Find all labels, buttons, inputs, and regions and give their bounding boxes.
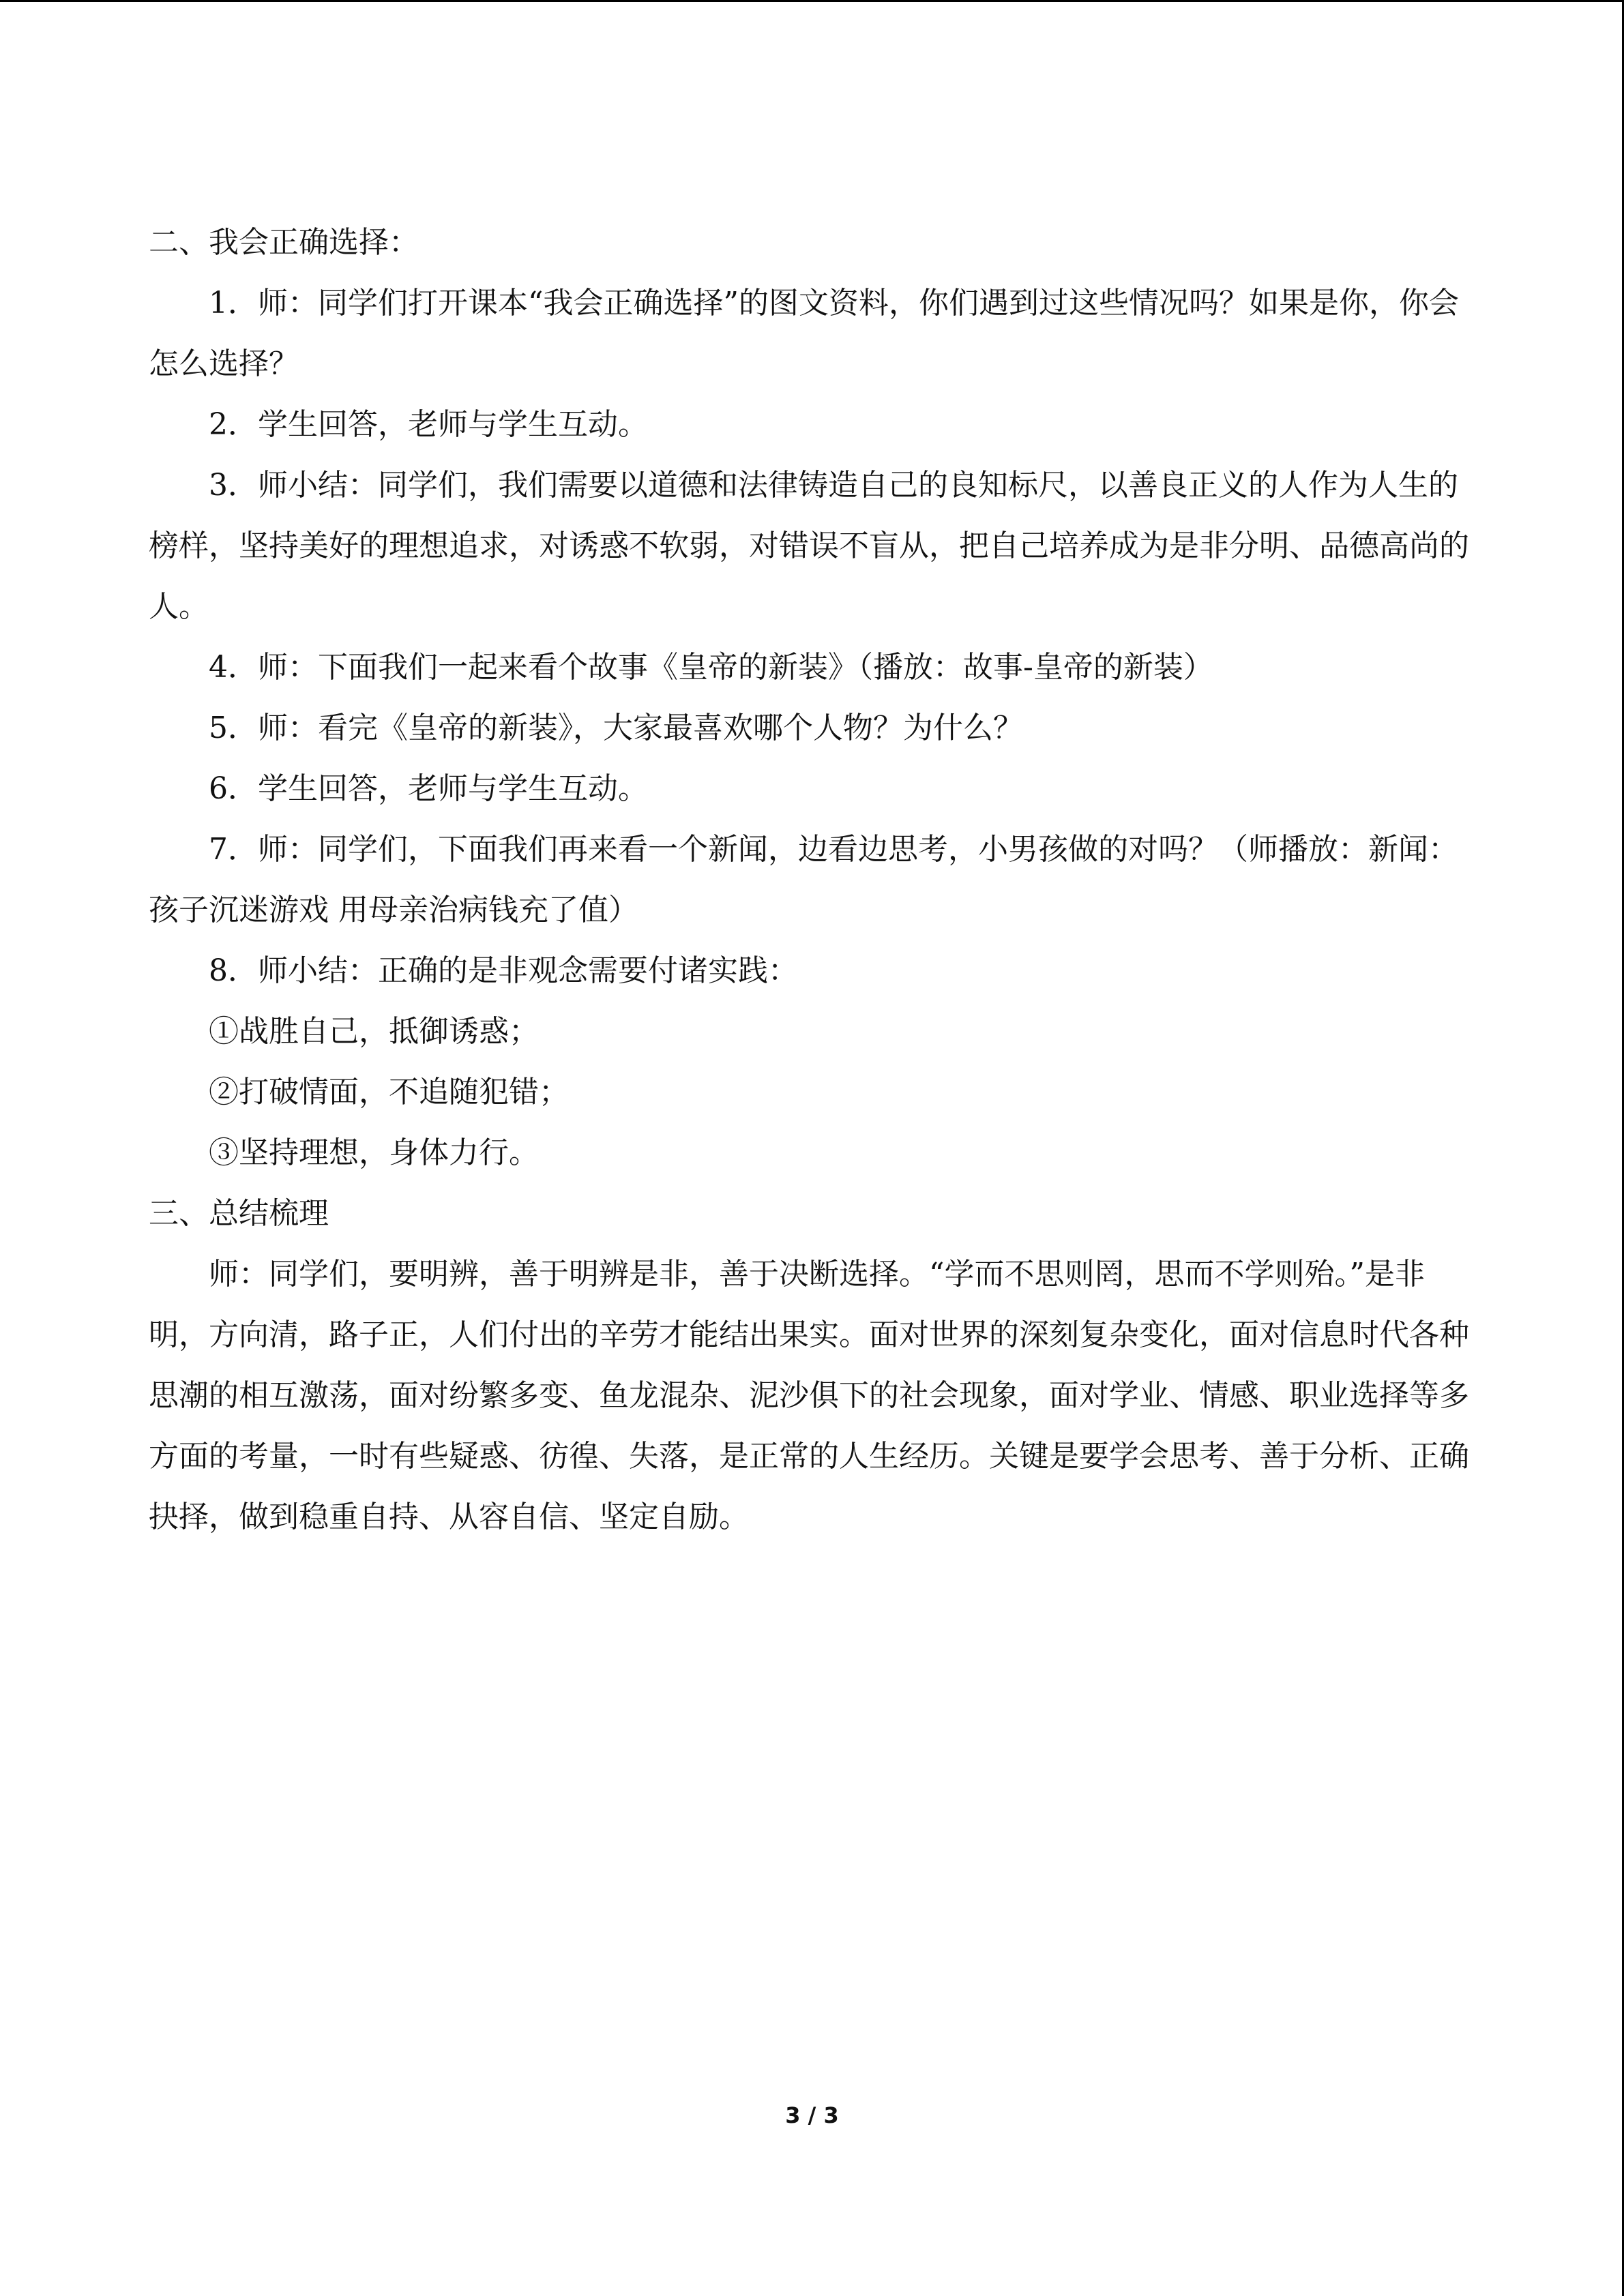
section-heading-choose: 二、我会正确选择： <box>149 225 419 260</box>
list-item: 4．师：下面我们一起来看个故事《皇帝的新装》（播放：故事-皇帝的新装） <box>209 650 1213 685</box>
page-number: 3 / 3 <box>785 2102 839 2128</box>
list-item: 7．师：同学们，下面我们再来看一个新闻，边看边思考，小男孩做的对吗？（师播放：新闻：孩子沉迷游戏 用母亲治病钱充了值） <box>149 832 1458 927</box>
list-item: 6．学生回答，老师与学生互动。 <box>209 771 648 806</box>
list-item: 2．学生回答，老师与学生互动。 <box>209 407 648 442</box>
list-item: 3．师小结：同学们，我们需要以道德和法律铸造自己的良知标尺，以善良正义的人作为人生的榜样，坚持美好的理想追求，对诱惑不软弱，对错误不盲从，把自己培养成为是非分明、品德高尚的人。 <box>149 468 1469 624</box>
list-item: 8．师小结：正确的是非观念需要付诸实践： <box>209 953 798 988</box>
section-heading-summary: 三、总结梳理 <box>149 1196 329 1231</box>
list-item: ①战胜自己，抵御诱惑； <box>209 1014 539 1049</box>
document-body <box>149 212 1475 1547</box>
list-item: 5．师：看完《皇帝的新装》，大家最喜欢哪个人物？为什么？ <box>209 711 1023 745</box>
summary-paragraph: 师：同学们，要明辨，善于明辨是非，善于决断选择。“学而不思则罔，思而不学则殆。”是非明，方向清，路子正，人们付出的辛劳才能结出果实。面对世界的深刻复杂变化，面对信息时代各种思潮的相互激荡，面对纷繁多变、鱼龙混杂、泥沙俱下的社会现象，面对学业、情感、职业选择等多方面的考量，一时有些疑惑、彷徨、失落，是正常的人生经历。关键是要学会思考、善于分析、正确抉择，做到稳重自持、从容自信、坚定自励。 <box>149 1257 1469 1534</box>
list-item: 1．师：同学们打开课本“我会正确选择”的图文资料，你们遇到过这些情况吗？如果是你，你会怎么选择？ <box>149 286 1459 381</box>
list-item: ②打破情面，不追随犯错； <box>209 1075 569 1109</box>
list-item: ③坚持理想，身体力行。 <box>209 1135 539 1170</box>
